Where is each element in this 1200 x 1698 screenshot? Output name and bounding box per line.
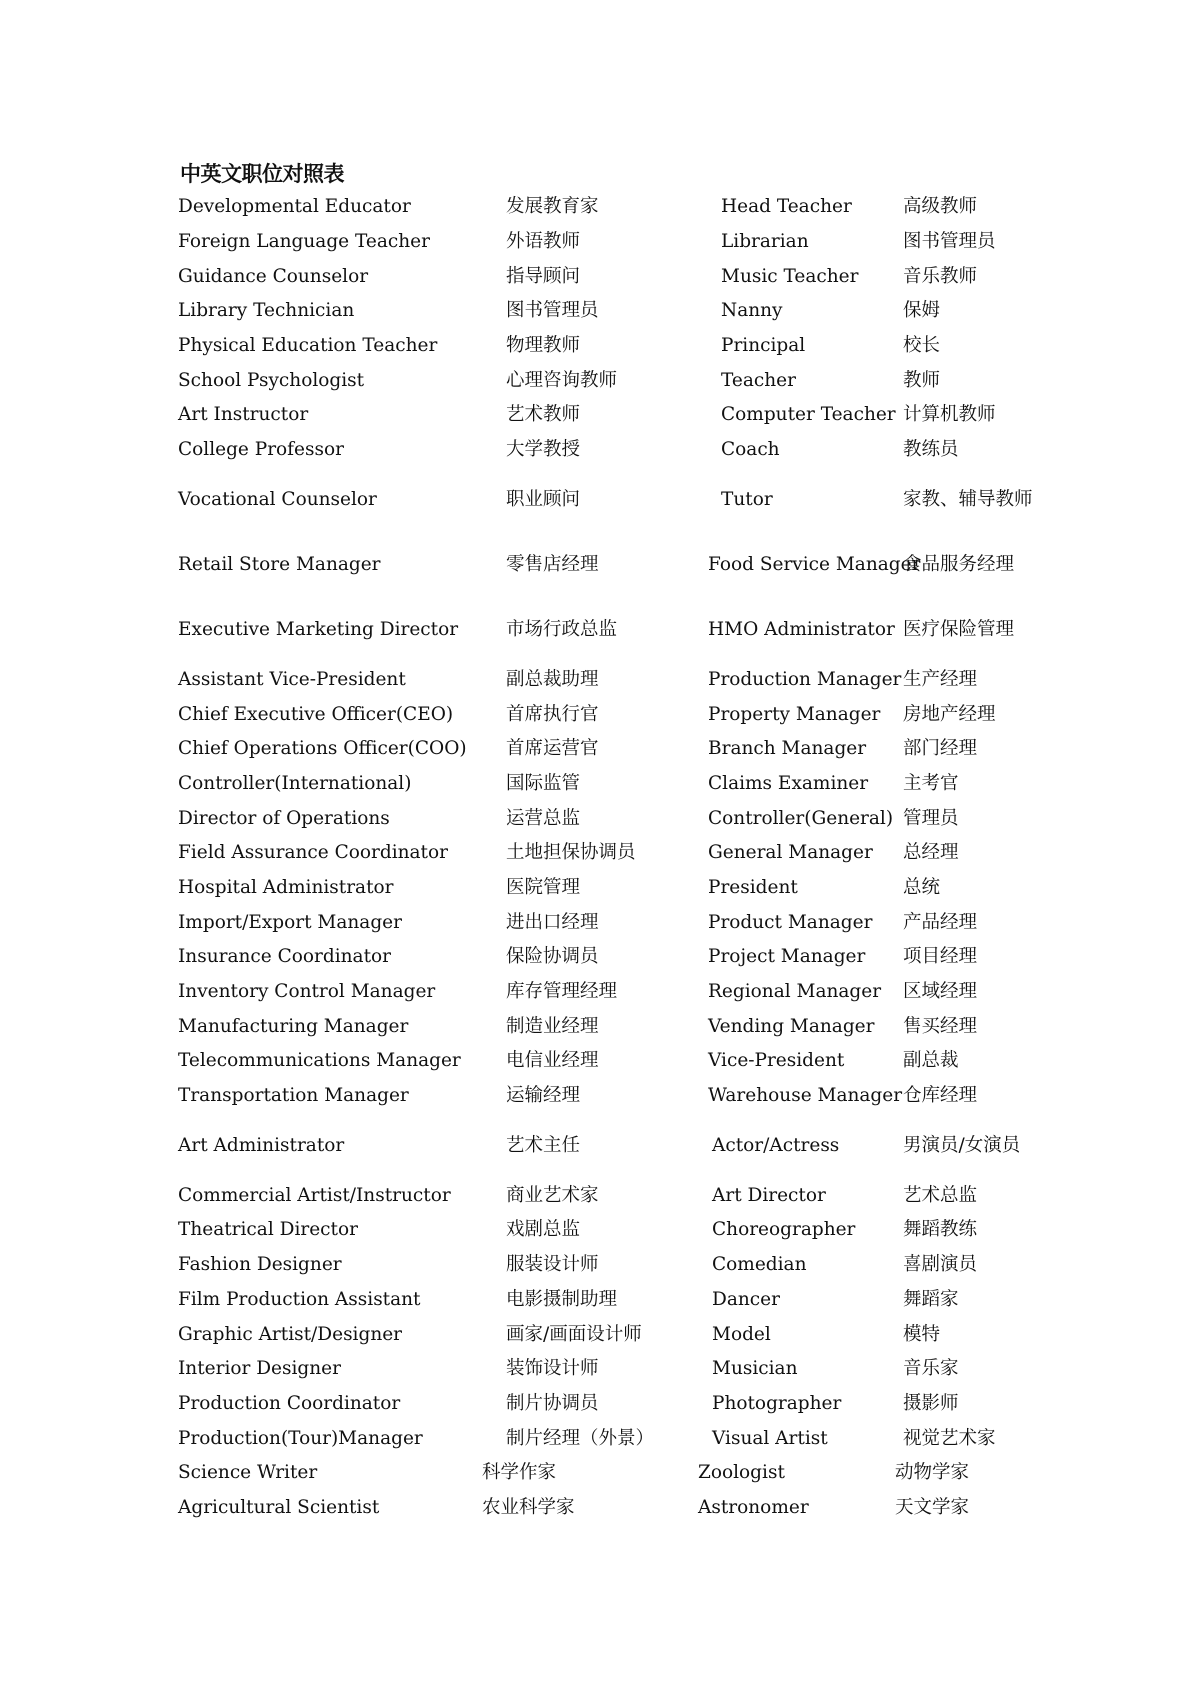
chinese-title-right: 视觉艺术家 <box>903 1427 996 1449</box>
english-title-left: Field Assurance Coordinator <box>178 842 448 864</box>
chinese-title-right: 产品经理 <box>903 911 978 933</box>
english-title-right: Vending Manager <box>708 1015 875 1037</box>
chinese-title-right: 动物学家 <box>895 1462 970 1484</box>
table-row <box>178 259 1038 294</box>
chinese-title-left: 心理咨询教师 <box>506 369 618 391</box>
table-row <box>178 697 1038 732</box>
chinese-title-right: 模特 <box>903 1323 941 1345</box>
table-row <box>178 871 1038 906</box>
chinese-title-left: 运输经理 <box>506 1085 581 1107</box>
table-row <box>178 363 1038 398</box>
english-title-left: Retail Store Manager <box>178 554 381 575</box>
english-title-right: Vice-President <box>708 1050 845 1072</box>
chinese-title-right: 医疗保险管理 <box>903 619 1015 640</box>
english-title-right: Dancer <box>712 1288 780 1310</box>
chinese-title-left: 保险协调员 <box>506 946 599 968</box>
english-title-left: Film Production Assistant <box>178 1288 421 1310</box>
english-title-right: Music Teacher <box>721 265 859 287</box>
table-row <box>178 836 1038 871</box>
chinese-title-left: 农业科学家 <box>482 1496 575 1518</box>
english-title-left: Executive Marketing Director <box>178 619 459 640</box>
table-row <box>178 190 1038 225</box>
chinese-title-right: 部门经理 <box>903 738 978 760</box>
chinese-title-left: 零售店经理 <box>506 554 599 575</box>
table-row <box>178 598 1038 663</box>
table-row <box>178 1387 1038 1422</box>
table-row <box>178 1044 1038 1079</box>
english-title-right: Warehouse Manager <box>708 1085 903 1107</box>
chinese-title-right: 音乐教师 <box>903 265 978 287</box>
table-row <box>178 433 1038 468</box>
chinese-title-left: 指导顾问 <box>506 265 581 287</box>
chinese-title-left: 首席执行官 <box>506 703 599 725</box>
chinese-title-right: 仓库经理 <box>903 1085 978 1107</box>
chinese-title-left: 医院管理 <box>506 876 581 898</box>
chinese-title-right: 摄影师 <box>903 1392 959 1414</box>
english-title-right: Nanny <box>721 300 783 322</box>
english-title-right: Food Service Manager <box>708 554 921 575</box>
chinese-title-left: 市场行政总监 <box>506 619 618 640</box>
english-title-right: President <box>708 876 798 898</box>
english-title-right: Production Manager <box>708 668 902 690</box>
english-title-left: Agricultural Scientist <box>178 1496 380 1518</box>
english-title-right: Product Manager <box>708 911 873 933</box>
table-row <box>178 1178 1038 1213</box>
chinese-title-left: 国际监管 <box>506 772 581 794</box>
chinese-title-right: 生产经理 <box>903 668 978 690</box>
chinese-title-left: 副总裁助理 <box>506 668 599 690</box>
chinese-title-right: 图书管理员 <box>903 231 996 253</box>
chinese-title-right: 喜剧演员 <box>903 1254 978 1276</box>
table-row <box>178 398 1038 433</box>
english-title-left: Library Technician <box>178 300 355 322</box>
chinese-title-left: 科学作家 <box>482 1462 557 1484</box>
english-title-left: College Professor <box>178 439 344 461</box>
english-title-left: Theatrical Director <box>178 1219 358 1241</box>
chinese-title-right: 教师 <box>903 369 941 391</box>
english-title-right: Teacher <box>721 369 796 391</box>
english-title-right: Controller(General) <box>708 807 894 829</box>
english-title-left: School Psychologist <box>178 369 365 391</box>
english-title-left: Developmental Educator <box>178 196 411 218</box>
english-title-left: Art Administrator <box>178 1134 345 1156</box>
english-title-right: Tutor <box>721 489 773 510</box>
chinese-title-right: 校长 <box>903 335 941 357</box>
table-row <box>178 1009 1038 1044</box>
chinese-title-left: 电信业经理 <box>506 1050 599 1072</box>
english-title-right: Head Teacher <box>721 196 852 218</box>
chinese-title-left: 戏剧总监 <box>506 1219 581 1241</box>
chinese-title-left: 艺术教师 <box>506 404 581 426</box>
chinese-title-left: 制片协调员 <box>506 1392 599 1414</box>
chinese-title-left: 服装设计师 <box>506 1254 599 1276</box>
english-title-right: Principal <box>721 335 806 357</box>
chinese-title-left: 进出口经理 <box>506 911 599 933</box>
table-row <box>178 225 1038 260</box>
table-row <box>178 1213 1038 1248</box>
english-title-left: Director of Operations <box>178 807 390 829</box>
english-title-left: Transportation Manager <box>178 1085 409 1107</box>
table-row <box>178 975 1038 1010</box>
english-title-left: Commercial Artist/Instructor <box>178 1184 451 1206</box>
table-row <box>178 1421 1038 1456</box>
chinese-title-left: 职业顾问 <box>506 489 581 510</box>
english-title-right: Librarian <box>721 231 809 253</box>
chinese-title-left: 艺术主任 <box>506 1134 581 1156</box>
english-title-right: Project Manager <box>708 946 866 968</box>
chinese-title-right: 主考官 <box>903 772 959 794</box>
english-title-right: Regional Manager <box>708 981 882 1003</box>
table-row <box>178 905 1038 940</box>
english-title-right: Claims Examiner <box>708 772 869 794</box>
chinese-title-right: 高级教师 <box>903 196 978 218</box>
chinese-title-right: 食品服务经理 <box>903 554 1015 575</box>
english-title-left: Hospital Administrator <box>178 876 394 898</box>
chinese-title-right: 天文学家 <box>895 1496 970 1518</box>
english-title-left: Physical Education Teacher <box>178 335 438 357</box>
english-title-right: Zoologist <box>698 1462 785 1484</box>
english-title-right: Model <box>712 1323 771 1345</box>
chinese-title-left: 土地担保协调员 <box>506 842 636 864</box>
chinese-title-left: 电影摄制助理 <box>506 1288 618 1310</box>
chinese-title-left: 画家/画面设计师 <box>506 1323 642 1345</box>
english-title-left: Chief Executive Officer(CEO) <box>178 703 454 725</box>
english-title-left: Science Writer <box>178 1462 318 1484</box>
chinese-title-left: 发展教育家 <box>506 196 599 218</box>
english-title-left: Art Instructor <box>178 404 309 426</box>
english-title-right: General Manager <box>708 842 873 864</box>
table-row <box>178 663 1038 698</box>
english-title-right: Computer Teacher <box>721 404 896 426</box>
table-row <box>178 732 1038 767</box>
chinese-title-left: 物理教师 <box>506 335 581 357</box>
chinese-title-right: 项目经理 <box>903 946 978 968</box>
table-row <box>178 294 1038 329</box>
chinese-title-right: 男演员/女演员 <box>903 1134 1021 1156</box>
english-title-left: Controller(International) <box>178 772 412 794</box>
english-title-left: Foreign Language Teacher <box>178 231 430 253</box>
job-title-rows <box>178 190 1038 1525</box>
english-title-left: Assistant Vice-President <box>178 668 406 690</box>
english-title-right: HMO Administrator <box>708 619 895 640</box>
table-row <box>178 329 1038 364</box>
english-title-right: Musician <box>712 1358 798 1380</box>
chinese-title-right: 计算机教师 <box>903 404 996 426</box>
english-title-right: Visual Artist <box>712 1427 828 1449</box>
english-title-left: Production(Tour)Manager <box>178 1427 423 1449</box>
table-row <box>178 1491 1038 1526</box>
english-title-left: Production Coordinator <box>178 1392 401 1414</box>
english-title-left: Inventory Control Manager <box>178 981 436 1003</box>
chinese-title-left: 首席运营官 <box>506 738 599 760</box>
english-title-right: Astronomer <box>698 1496 809 1518</box>
chinese-title-left: 商业艺术家 <box>506 1184 599 1206</box>
page-title: 中英文职位对照表 <box>180 162 344 186</box>
chinese-title-left: 大学教授 <box>506 439 581 461</box>
chinese-title-left: 图书管理员 <box>506 300 599 322</box>
english-title-left: Fashion Designer <box>178 1254 342 1276</box>
chinese-title-left: 外语教师 <box>506 231 581 253</box>
english-title-left: Insurance Coordinator <box>178 946 392 968</box>
table-row <box>178 940 1038 975</box>
chinese-title-left: 运营总监 <box>506 807 581 829</box>
chinese-title-right: 总经理 <box>903 842 959 864</box>
chinese-title-right: 房地产经理 <box>903 703 996 725</box>
table-row <box>178 801 1038 836</box>
table-row <box>178 1248 1038 1283</box>
chinese-title-right: 艺术总监 <box>903 1184 978 1206</box>
chinese-title-right: 管理员 <box>903 807 959 829</box>
chinese-title-right: 副总裁 <box>903 1050 959 1072</box>
english-title-right: Actor/Actress <box>712 1134 840 1156</box>
table-row <box>178 1456 1038 1491</box>
chinese-title-left: 制造业经理 <box>506 1015 599 1037</box>
english-title-left: Telecommunications Manager <box>178 1050 461 1072</box>
chinese-title-right: 舞蹈家 <box>903 1288 959 1310</box>
english-title-right: Branch Manager <box>708 738 867 760</box>
table-row <box>178 1283 1038 1318</box>
english-title-right: Art Director <box>712 1184 826 1206</box>
chinese-title-right: 舞蹈教练 <box>903 1219 978 1241</box>
chinese-title-left: 装饰设计师 <box>506 1358 599 1380</box>
table-row <box>178 533 1038 598</box>
chinese-title-left: 库存管理经理 <box>506 981 618 1003</box>
english-title-right: Coach <box>721 439 780 461</box>
english-title-left: Graphic Artist/Designer <box>178 1323 403 1345</box>
english-title-right: Choreographer <box>712 1219 856 1241</box>
table-row <box>178 767 1038 802</box>
chinese-title-right: 区域经理 <box>903 981 978 1003</box>
english-title-left: Guidance Counselor <box>178 265 369 287</box>
english-title-right: Property Manager <box>708 703 881 725</box>
table-row <box>178 1352 1038 1387</box>
chinese-title-right: 保姆 <box>903 300 941 322</box>
english-title-left: Manufacturing Manager <box>178 1015 409 1037</box>
english-title-left: Import/Export Manager <box>178 911 402 933</box>
table-row <box>178 1113 1038 1178</box>
english-title-left: Chief Operations Officer(COO) <box>178 738 467 760</box>
chinese-title-right: 教练员 <box>903 439 959 461</box>
english-title-right: Comedian <box>712 1254 807 1276</box>
job-title-table <box>178 190 1038 1525</box>
chinese-title-right: 总统 <box>903 876 941 898</box>
english-title-right: Photographer <box>712 1392 842 1414</box>
chinese-title-right: 家教、辅导教师 <box>903 489 1033 510</box>
chinese-title-right: 售买经理 <box>903 1015 978 1037</box>
english-title-left: Vocational Counselor <box>178 489 377 510</box>
table-row <box>178 1317 1038 1352</box>
chinese-title-left: 制片经理（外景） <box>506 1427 655 1449</box>
table-row <box>178 468 1038 533</box>
table-row <box>178 1079 1038 1114</box>
english-title-left: Interior Designer <box>178 1358 341 1380</box>
chinese-title-right: 音乐家 <box>903 1358 959 1380</box>
